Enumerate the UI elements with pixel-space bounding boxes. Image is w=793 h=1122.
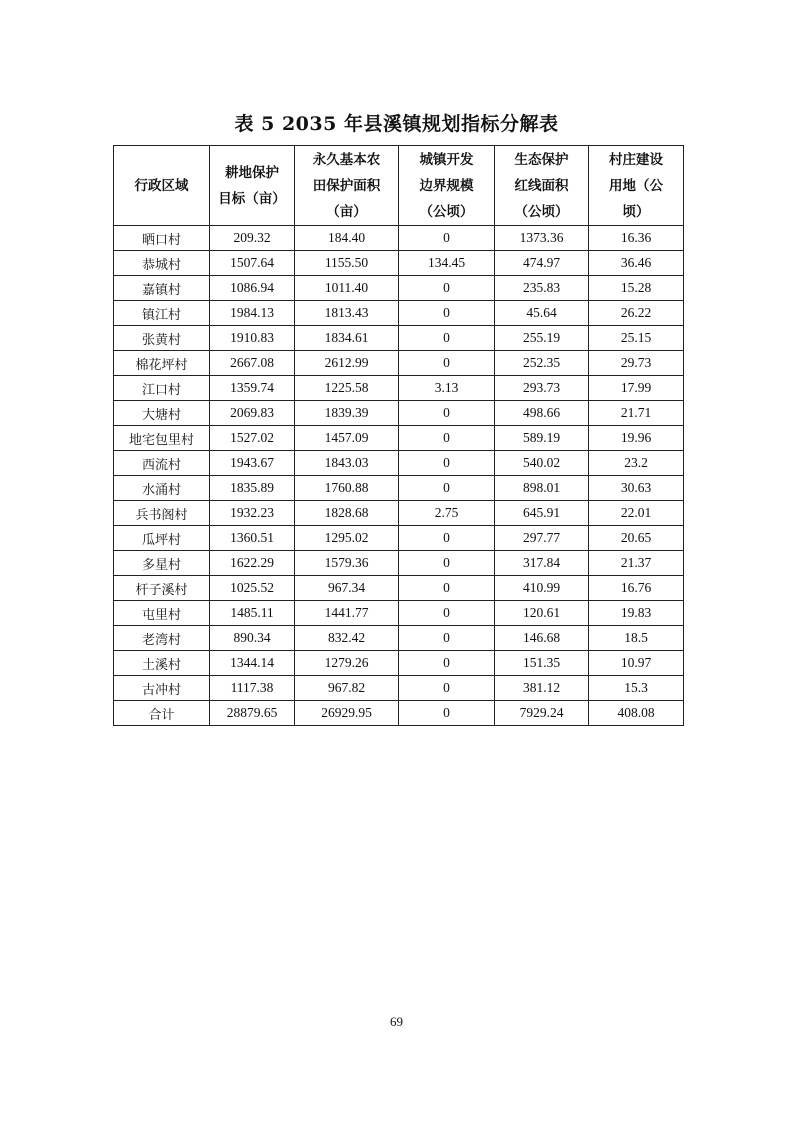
cell-village-construction: 29.73 bbox=[589, 351, 684, 376]
cell-village: 合计 bbox=[114, 701, 210, 726]
cell-farmland-target: 1086.94 bbox=[210, 276, 295, 301]
cell-urban-boundary: 134.45 bbox=[399, 251, 495, 276]
header-line: 目标（亩） bbox=[218, 190, 286, 207]
cell-farmland-target: 1527.02 bbox=[210, 426, 295, 451]
cell-urban-boundary: 2.75 bbox=[399, 501, 495, 526]
cell-basic-farmland: 967.34 bbox=[295, 576, 399, 601]
cell-basic-farmland: 184.40 bbox=[295, 226, 399, 251]
cell-farmland-target: 209.32 bbox=[210, 226, 295, 251]
cell-farmland-target: 28879.65 bbox=[210, 701, 295, 726]
cell-ecological-redline: 645.91 bbox=[495, 501, 589, 526]
cell-village-construction: 30.63 bbox=[589, 476, 684, 501]
cell-village: 土溪村 bbox=[114, 651, 210, 676]
cell-ecological-redline: 1373.36 bbox=[495, 226, 589, 251]
header-line: 用地（公 bbox=[609, 177, 663, 194]
header-line: 永久基本农 bbox=[312, 151, 381, 168]
cell-village-construction: 36.46 bbox=[589, 251, 684, 276]
cell-village-construction: 22.01 bbox=[589, 501, 684, 526]
cell-ecological-redline: 255.19 bbox=[495, 326, 589, 351]
header-line: （公顷） bbox=[514, 203, 569, 220]
cell-urban-boundary: 0 bbox=[399, 526, 495, 551]
cell-village-construction: 17.99 bbox=[589, 376, 684, 401]
cell-village: 西流村 bbox=[114, 451, 210, 476]
table-body bbox=[114, 226, 684, 726]
cell-urban-boundary: 0 bbox=[399, 401, 495, 426]
cell-urban-boundary: 0 bbox=[399, 701, 495, 726]
cell-farmland-target: 1507.64 bbox=[210, 251, 295, 276]
cell-village-construction: 19.96 bbox=[589, 426, 684, 451]
cell-farmland-target: 890.34 bbox=[210, 626, 295, 651]
cell-farmland-target: 1360.51 bbox=[210, 526, 295, 551]
header-line: 行政区域 bbox=[134, 177, 189, 194]
cell-urban-boundary: 3.13 bbox=[399, 376, 495, 401]
cell-village: 多星村 bbox=[114, 551, 210, 576]
cell-urban-boundary: 0 bbox=[399, 426, 495, 451]
header-cell-basic-farmland bbox=[295, 146, 399, 226]
cell-village: 棉花坪村 bbox=[114, 351, 210, 376]
cell-ecological-redline: 146.68 bbox=[495, 626, 589, 651]
cell-village: 嘉镇村 bbox=[114, 276, 210, 301]
cell-ecological-redline: 317.84 bbox=[495, 551, 589, 576]
cell-basic-farmland: 1441.77 bbox=[295, 601, 399, 626]
cell-village-construction: 16.76 bbox=[589, 576, 684, 601]
cell-village-construction: 15.28 bbox=[589, 276, 684, 301]
header-line: 城镇开发 bbox=[419, 151, 474, 168]
table-row bbox=[114, 501, 684, 526]
cell-basic-farmland: 1828.68 bbox=[295, 501, 399, 526]
cell-urban-boundary: 0 bbox=[399, 351, 495, 376]
cell-basic-farmland: 2612.99 bbox=[295, 351, 399, 376]
cell-farmland-target: 1359.74 bbox=[210, 376, 295, 401]
cell-village: 江口村 bbox=[114, 376, 210, 401]
cell-village-construction: 20.65 bbox=[589, 526, 684, 551]
cell-urban-boundary: 0 bbox=[399, 476, 495, 501]
table-row bbox=[114, 301, 684, 326]
cell-ecological-redline: 7929.24 bbox=[495, 701, 589, 726]
cell-ecological-redline: 898.01 bbox=[495, 476, 589, 501]
cell-basic-farmland: 1457.09 bbox=[295, 426, 399, 451]
cell-urban-boundary: 0 bbox=[399, 576, 495, 601]
cell-farmland-target: 1932.23 bbox=[210, 501, 295, 526]
cell-urban-boundary: 0 bbox=[399, 601, 495, 626]
table-row bbox=[114, 526, 684, 551]
cell-urban-boundary: 0 bbox=[399, 301, 495, 326]
table-row bbox=[114, 626, 684, 651]
table-row bbox=[114, 376, 684, 401]
cell-ecological-redline: 120.61 bbox=[495, 601, 589, 626]
header-line: 边界规模 bbox=[419, 177, 474, 194]
table-row bbox=[114, 601, 684, 626]
cell-village: 大塘村 bbox=[114, 401, 210, 426]
cell-urban-boundary: 0 bbox=[399, 276, 495, 301]
cell-farmland-target: 1943.67 bbox=[210, 451, 295, 476]
cell-village-construction: 25.15 bbox=[589, 326, 684, 351]
cell-ecological-redline: 151.35 bbox=[495, 651, 589, 676]
cell-basic-farmland: 1579.36 bbox=[295, 551, 399, 576]
cell-farmland-target: 1025.52 bbox=[210, 576, 295, 601]
table-row bbox=[114, 476, 684, 501]
cell-basic-farmland: 1295.02 bbox=[295, 526, 399, 551]
table-header bbox=[114, 146, 684, 226]
cell-village: 杆子溪村 bbox=[114, 576, 210, 601]
cell-urban-boundary: 0 bbox=[399, 651, 495, 676]
cell-ecological-redline: 540.02 bbox=[495, 451, 589, 476]
cell-basic-farmland: 1155.50 bbox=[295, 251, 399, 276]
cell-urban-boundary: 0 bbox=[399, 226, 495, 251]
cell-village: 地宅包里村 bbox=[114, 426, 210, 451]
cell-village-construction: 19.83 bbox=[589, 601, 684, 626]
cell-village: 瓜坪村 bbox=[114, 526, 210, 551]
cell-village-construction: 10.97 bbox=[589, 651, 684, 676]
table-row bbox=[114, 326, 684, 351]
table-row bbox=[114, 401, 684, 426]
page-title: 表 5 2035 年县溪镇规划指标分解表 bbox=[234, 113, 559, 135]
cell-ecological-redline: 410.99 bbox=[495, 576, 589, 601]
table-row bbox=[114, 226, 684, 251]
header-line: （亩） bbox=[326, 203, 367, 220]
header-cell-urban-boundary bbox=[399, 146, 495, 226]
cell-farmland-target: 1835.89 bbox=[210, 476, 295, 501]
cell-village-construction: 23.2 bbox=[589, 451, 684, 476]
cell-farmland-target: 2667.08 bbox=[210, 351, 295, 376]
cell-urban-boundary: 0 bbox=[399, 551, 495, 576]
table-row bbox=[114, 676, 684, 701]
cell-village: 晒口村 bbox=[114, 226, 210, 251]
cell-basic-farmland: 1834.61 bbox=[295, 326, 399, 351]
planning-indicator-table bbox=[113, 145, 684, 726]
cell-village-construction: 21.71 bbox=[589, 401, 684, 426]
cell-basic-farmland: 1813.43 bbox=[295, 301, 399, 326]
header-cell-farmland-target bbox=[210, 146, 295, 226]
cell-farmland-target: 1984.13 bbox=[210, 301, 295, 326]
cell-ecological-redline: 45.64 bbox=[495, 301, 589, 326]
table-row bbox=[114, 251, 684, 276]
table-row bbox=[114, 276, 684, 301]
cell-basic-farmland: 1011.40 bbox=[295, 276, 399, 301]
cell-basic-farmland: 832.42 bbox=[295, 626, 399, 651]
header-line: 耕地保护 bbox=[225, 164, 279, 181]
cell-village: 兵书阁村 bbox=[114, 501, 210, 526]
cell-village-construction: 16.36 bbox=[589, 226, 684, 251]
cell-urban-boundary: 0 bbox=[399, 626, 495, 651]
cell-farmland-target: 1622.29 bbox=[210, 551, 295, 576]
cell-village: 水涌村 bbox=[114, 476, 210, 501]
cell-farmland-target: 1117.38 bbox=[210, 676, 295, 701]
table-row bbox=[114, 426, 684, 451]
cell-urban-boundary: 0 bbox=[399, 676, 495, 701]
cell-village-construction: 408.08 bbox=[589, 701, 684, 726]
table-row bbox=[114, 451, 684, 476]
cell-farmland-target: 2069.83 bbox=[210, 401, 295, 426]
cell-village-construction: 21.37 bbox=[589, 551, 684, 576]
table-row bbox=[114, 651, 684, 676]
cell-ecological-redline: 589.19 bbox=[495, 426, 589, 451]
cell-ecological-redline: 297.77 bbox=[495, 526, 589, 551]
cell-ecological-redline: 235.83 bbox=[495, 276, 589, 301]
cell-basic-farmland: 1839.39 bbox=[295, 401, 399, 426]
total-row bbox=[114, 701, 684, 726]
cell-ecological-redline: 381.12 bbox=[495, 676, 589, 701]
cell-basic-farmland: 1843.03 bbox=[295, 451, 399, 476]
header-cell-ecological-redline bbox=[495, 146, 589, 226]
header-line: （公顷） bbox=[419, 203, 474, 220]
cell-basic-farmland: 1279.26 bbox=[295, 651, 399, 676]
header-row bbox=[114, 146, 684, 226]
cell-basic-farmland: 1760.88 bbox=[295, 476, 399, 501]
cell-urban-boundary: 0 bbox=[399, 326, 495, 351]
cell-ecological-redline: 498.66 bbox=[495, 401, 589, 426]
cell-village: 镇江村 bbox=[114, 301, 210, 326]
cell-village: 屯里村 bbox=[114, 601, 210, 626]
cell-ecological-redline: 252.35 bbox=[495, 351, 589, 376]
header-line: 田保护面积 bbox=[312, 177, 381, 194]
cell-urban-boundary: 0 bbox=[399, 451, 495, 476]
table-row bbox=[114, 351, 684, 376]
cell-farmland-target: 1485.11 bbox=[210, 601, 295, 626]
cell-village-construction: 15.3 bbox=[589, 676, 684, 701]
cell-ecological-redline: 293.73 bbox=[495, 376, 589, 401]
cell-village-construction: 18.5 bbox=[589, 626, 684, 651]
cell-basic-farmland: 26929.95 bbox=[295, 701, 399, 726]
cell-farmland-target: 1344.14 bbox=[210, 651, 295, 676]
header-line: 顷） bbox=[622, 203, 650, 220]
cell-village: 张黄村 bbox=[114, 326, 210, 351]
cell-village: 老湾村 bbox=[114, 626, 210, 651]
cell-ecological-redline: 474.97 bbox=[495, 251, 589, 276]
cell-farmland-target: 1910.83 bbox=[210, 326, 295, 351]
cell-basic-farmland: 1225.58 bbox=[295, 376, 399, 401]
table-row bbox=[114, 576, 684, 601]
header-line: 红线面积 bbox=[514, 177, 569, 194]
header-cell-region bbox=[114, 146, 210, 226]
header-line: 村庄建设 bbox=[609, 151, 663, 168]
cell-village-construction: 26.22 bbox=[589, 301, 684, 326]
page-number: 69 bbox=[390, 1014, 403, 1029]
header-line: 生态保护 bbox=[514, 151, 569, 168]
cell-village: 恭城村 bbox=[114, 251, 210, 276]
table-row bbox=[114, 551, 684, 576]
header-cell-village-construction bbox=[589, 146, 684, 226]
cell-basic-farmland: 967.82 bbox=[295, 676, 399, 701]
cell-village: 古冲村 bbox=[114, 676, 210, 701]
